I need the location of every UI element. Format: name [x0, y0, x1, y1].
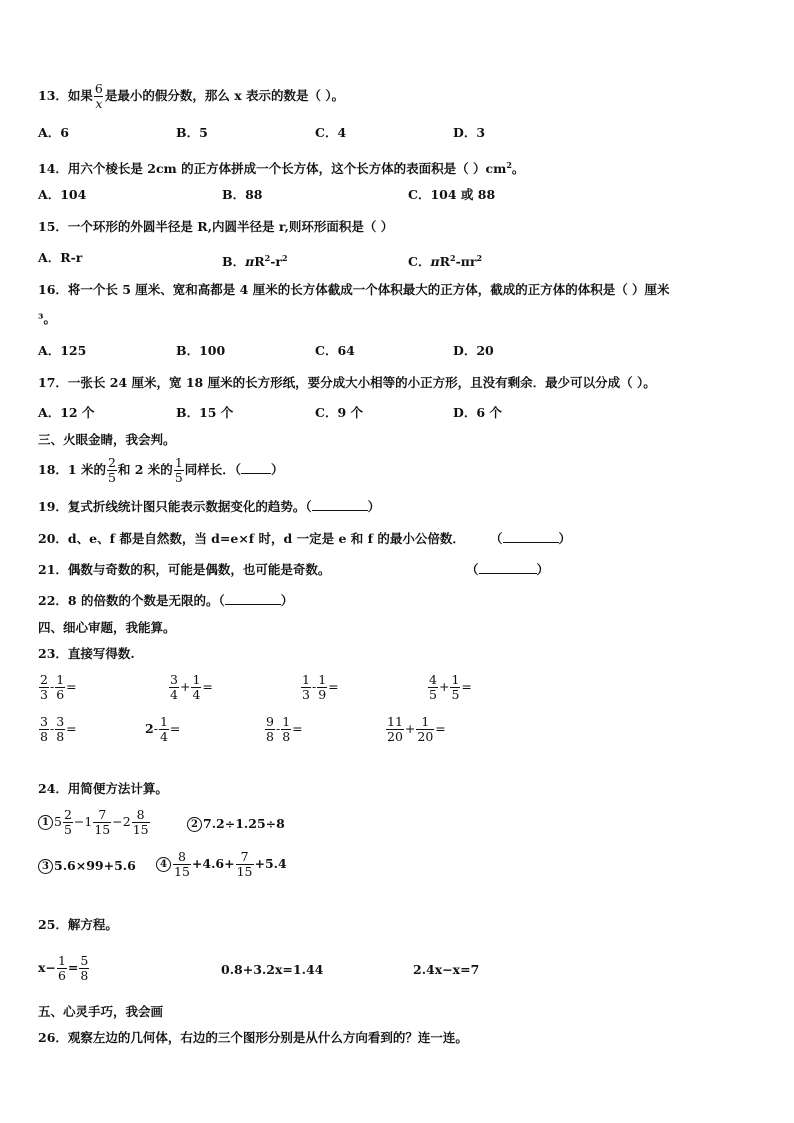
answer-blank[interactable] — [503, 542, 559, 543]
question-21-answer: （ ） — [466, 562, 550, 577]
calc-problem-2: 2 7.2÷1.25÷8 — [187, 816, 285, 832]
calc-item: $\frac{2}{3}$ - $\frac{1}{6}$ = — [40, 672, 77, 702]
option-a: A．104 — [38, 187, 87, 202]
question-16-continued: ³。 — [38, 311, 56, 326]
calc-item: $\frac{3}{4}$ + $\frac{1}{4}$ = — [170, 672, 213, 702]
fraction: $\frac{2}{5}$ — [107, 455, 116, 485]
question-20-answer: （ ） — [490, 531, 572, 546]
option-d: D．20 — [453, 343, 494, 358]
question-26: 26．观察左边的几何体，右边的三个图形分别是从什么方向看到的？连一连。 — [38, 1030, 468, 1045]
option-a: A．6 — [38, 125, 69, 140]
answer-blank[interactable] — [312, 510, 368, 511]
fraction: $\frac{6}{x}$ — [94, 81, 103, 111]
section-heading-4: 四、细心审题，我能算。 — [38, 620, 176, 635]
option-a: A．125 — [38, 343, 87, 358]
option-c: C．4 — [315, 125, 347, 140]
calc-item: $\frac{1}{3}$ - $\frac{1}{9}$ = — [302, 672, 339, 702]
question-25-title: 25．解方程。 — [38, 917, 118, 932]
circled-number: 2 — [187, 817, 202, 832]
question-23-title: 23．直接写得数. — [38, 646, 135, 661]
option-b: B．5 — [176, 125, 208, 140]
question-22: 22．8 的倍数的个数是无限的。（ ） — [38, 593, 294, 608]
calc-problem-3: 3 5.6×99+5.6 — [38, 858, 136, 874]
question-13: 13．如果 $\frac{6}{x}$ 是最小的假分数，那么 x 表示的数是（ ）。 — [38, 81, 345, 111]
option-c: C．64 — [315, 343, 355, 358]
section-heading-3: 三、火眼金睛，我会判。 — [38, 432, 176, 447]
section-heading-5: 五、心灵手巧，我会画 — [38, 1004, 164, 1019]
calc-problem-1: 1 5 $\frac{2}{5}$ −1 $\frac{7}{15}$ −2 $\frac{8}{15}$ — [38, 808, 151, 837]
option-a: A．R-r — [38, 250, 83, 265]
option-c: C．9 个 — [315, 405, 363, 420]
question-21: 21．偶数与奇数的积，可能是偶数，也可能是奇数。 — [38, 562, 331, 577]
question-16: 16．将一个长 5 厘米、宽和高都是 4 厘米的长方体截成一个体积最大的正方体，截成的正方体的体积是（ ）厘米 — [38, 282, 670, 297]
fraction: $\frac{1}{5}$ — [174, 455, 183, 485]
question-19: 19．复式折线统计图只能表示数据变化的趋势。（ ） — [38, 499, 381, 514]
option-b: B．88 — [222, 187, 263, 202]
option-c: C．104 或 88 — [408, 187, 496, 202]
option-b: B．15 个 — [176, 405, 234, 420]
calc-item: 2- $\frac{1}{4}$ = — [145, 714, 181, 744]
option-a: A．12 个 — [38, 405, 95, 420]
calc-item: $\frac{11}{20}$ + $\frac{1}{20}$ = — [387, 714, 446, 744]
calc-item: $\frac{3}{8}$ - $\frac{3}{8}$ = — [40, 714, 77, 744]
option-b: B．$\pi R^2-r^2$ — [222, 253, 288, 270]
circled-number: 4 — [156, 857, 171, 872]
equation-2: 0.8+3.2x=1.44 — [221, 962, 324, 977]
option-d: D．3 — [453, 125, 486, 140]
question-14: 14．用六个棱长是 2cm 的正方体拼成一个长方体，这个长方体的表面积是（ ）$cm^2$。 — [38, 160, 525, 177]
equation-3: 2.4x−x=7 — [413, 962, 480, 977]
equation-1: x− $\frac{1}{6}$ = $\frac{5}{8}$ — [38, 953, 89, 983]
calc-item: $\frac{4}{5}$ + $\frac{1}{5}$ = — [429, 672, 472, 702]
option-d: D．6 个 — [453, 405, 502, 420]
answer-blank[interactable] — [479, 573, 537, 574]
circled-number: 1 — [38, 815, 53, 830]
answer-blank[interactable] — [225, 604, 281, 605]
question-20: 20．d、e、f 都是自然数，当 d=e×f 时，d 一定是 e 和 f 的最小公倍数． — [38, 531, 465, 546]
question-24-title: 24．用简便方法计算。 — [38, 781, 168, 796]
calc-problem-4: 4 $\frac{8}{15}$ +4.6+ $\frac{7}{15}$ +5.4 — [156, 850, 287, 879]
option-c: C．$\pi R^2-\pi r^2$ — [408, 253, 483, 270]
question-15: 15．一个环形的外圆半径是 R,内圆半径是 r,则环形面积是（ ） — [38, 219, 394, 234]
calc-item: $\frac{9}{8}$ - $\frac{1}{8}$ = — [266, 714, 303, 744]
question-17: 17．一张长 24 厘米，宽 18 厘米的长方形纸，要分成大小相等的小正方形，且没有剩余．最少可以分成（ ）。 — [38, 375, 656, 390]
answer-blank[interactable] — [241, 473, 271, 474]
question-18: 18．1 米的 $\frac{2}{5}$ 和 2 米的 $\frac{1}{5}$ 同样长．（ ） — [38, 455, 284, 485]
option-b: B．100 — [176, 343, 226, 358]
circled-number: 3 — [38, 859, 53, 874]
